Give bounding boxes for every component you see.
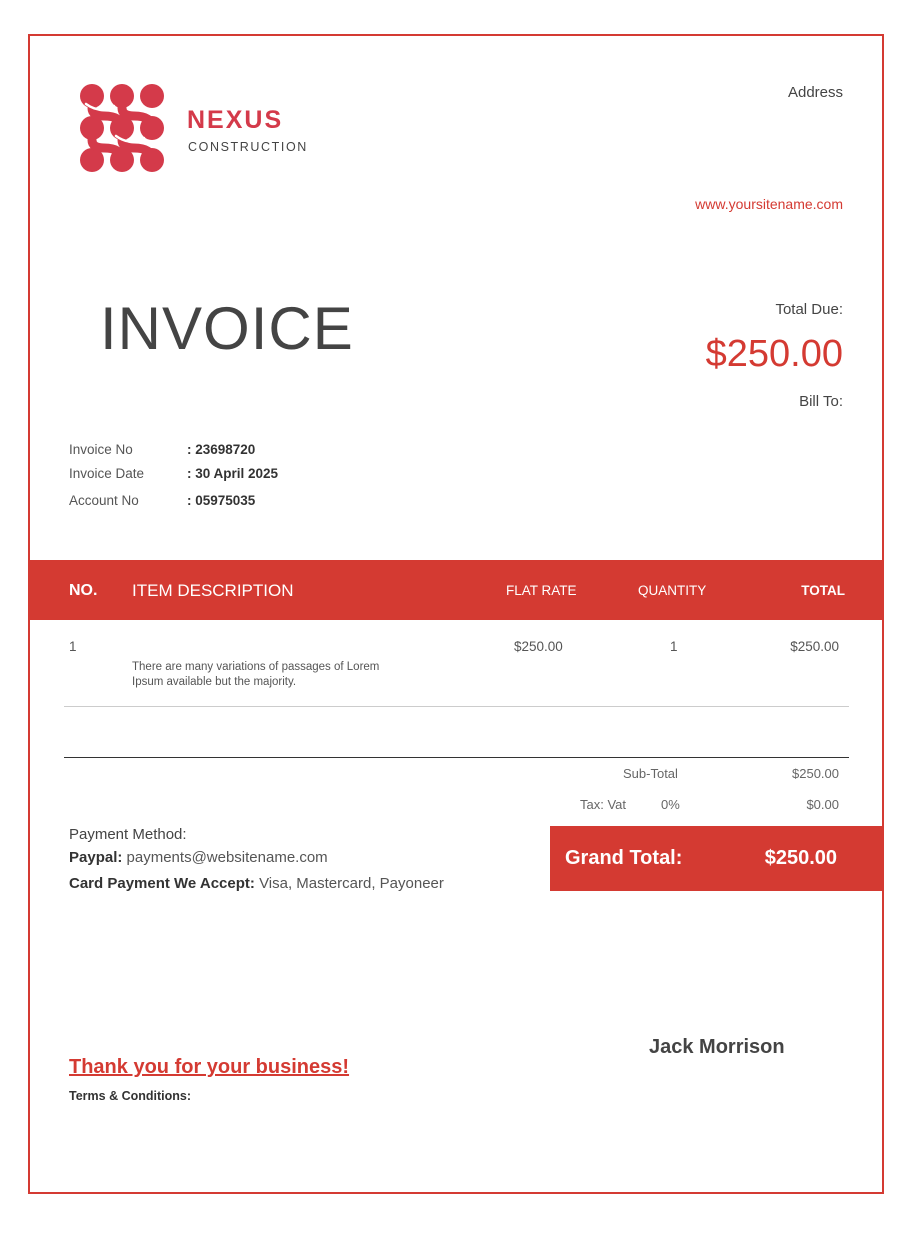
account-no-label: Account No bbox=[69, 493, 139, 508]
bill-to-label: Bill To: bbox=[799, 393, 843, 410]
nexus-dots-logo-icon bbox=[80, 84, 170, 174]
subtotal-value: $250.00 bbox=[792, 766, 839, 781]
paypal-value: payments@websitename.com bbox=[126, 849, 328, 866]
card-payment-value: Visa, Mastercard, Payoneer bbox=[259, 875, 444, 892]
column-header-no: NO. bbox=[69, 582, 98, 599]
invoice-date-value: : 30 April 2025 bbox=[187, 466, 279, 481]
subtotal-label: Sub-Total bbox=[623, 766, 678, 781]
grand-total-value: $250.00 bbox=[764, 847, 837, 869]
row-quantity: 1 bbox=[670, 639, 678, 654]
invoice-date-label: Invoice Date bbox=[69, 466, 145, 481]
card-payment-label: Card Payment We Accept: bbox=[69, 875, 255, 892]
row-no: 1 bbox=[69, 639, 77, 654]
invoice-title: INVOICE bbox=[100, 295, 354, 362]
items-table-header bbox=[30, 560, 882, 620]
total-due-amount: $250.00 bbox=[705, 333, 843, 375]
signature-name: Jack Morrison bbox=[649, 1036, 785, 1058]
thank-you-message: Thank you for your business! bbox=[69, 1056, 350, 1078]
row-total: $250.00 bbox=[790, 639, 839, 654]
paypal-line bbox=[69, 849, 328, 866]
column-header-flat-rate: FLAT RATE bbox=[506, 583, 577, 598]
brand-subtitle: CONSTRUCTION bbox=[188, 140, 308, 154]
total-due-label: Total Due: bbox=[775, 301, 843, 318]
row-flat-rate: $250.00 bbox=[514, 639, 563, 654]
column-header-description: ITEM DESCRIPTION bbox=[132, 581, 294, 600]
grand-total-box bbox=[550, 826, 884, 891]
card-payment-line bbox=[69, 875, 444, 892]
address-label: Address bbox=[787, 84, 843, 101]
invoice-no-value: : 23698720 bbox=[187, 442, 256, 457]
tax-label: Tax: Vat bbox=[580, 797, 627, 812]
grand-total-label: Grand Total: bbox=[565, 847, 683, 869]
row-divider bbox=[64, 706, 849, 707]
tax-value: $0.00 bbox=[806, 797, 839, 812]
payment-method-title: Payment Method: bbox=[69, 826, 187, 843]
account-no-value: : 05975035 bbox=[187, 493, 256, 508]
row-description: There are many variations of passages of Lorem Ipsum available but the majority. bbox=[132, 661, 380, 688]
terms-label: Terms & Conditions: bbox=[69, 1089, 191, 1103]
paypal-label: Paypal: bbox=[69, 849, 123, 866]
column-header-total: TOTAL bbox=[801, 583, 845, 598]
brand-name: NEXUS bbox=[187, 106, 284, 134]
website-link[interactable]: www.yoursitename.com bbox=[695, 196, 843, 212]
invoice-no-label: Invoice No bbox=[69, 442, 133, 457]
table-end-divider bbox=[64, 757, 849, 758]
tax-rate: 0% bbox=[661, 797, 680, 812]
column-header-quantity: QUANTITY bbox=[638, 583, 707, 598]
